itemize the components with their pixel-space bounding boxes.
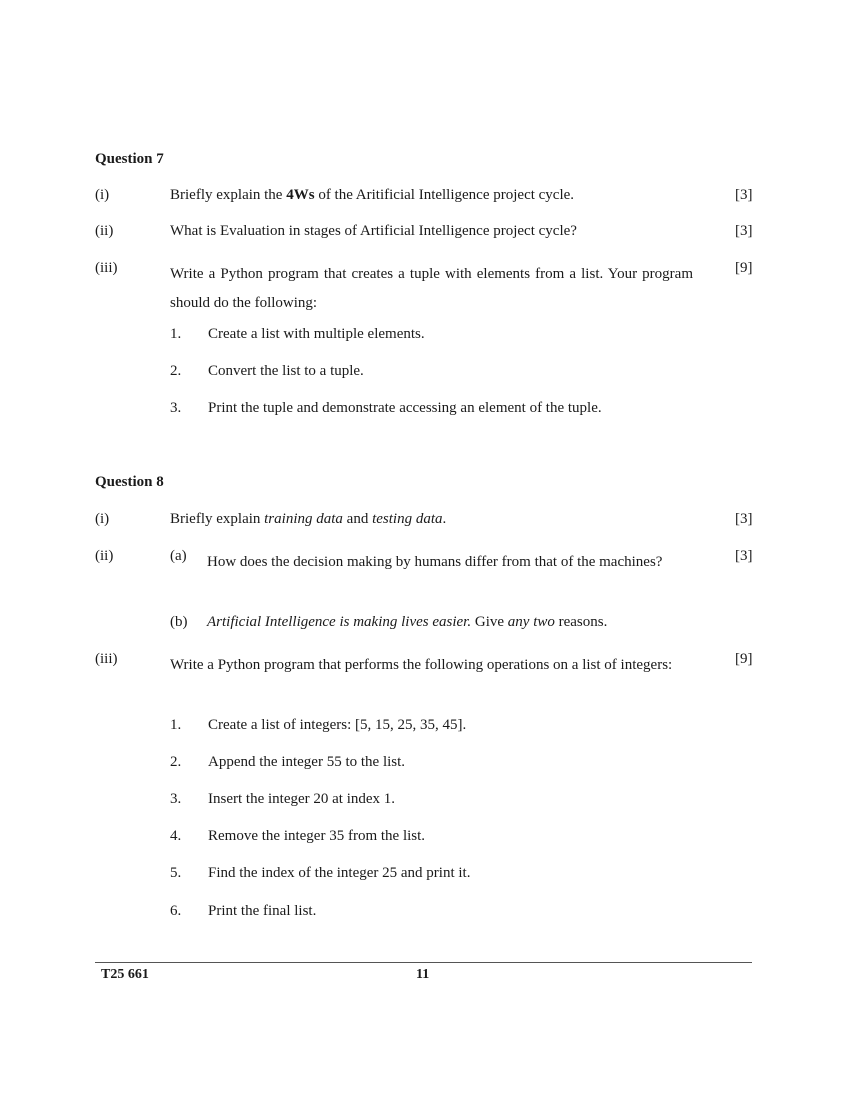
q8-i-number: (i)	[95, 511, 110, 527]
q8-i-text-mid: and	[342, 511, 373, 527]
q7-i-text-pre: Briefly explain the	[170, 187, 287, 203]
q8-i-text-em2: testing data	[372, 511, 443, 527]
page-number: 11	[416, 967, 430, 982]
q8-ii-b-text-mid: Give	[471, 614, 508, 630]
q7-ii-text: What is Evaluation in stages of Artificial Intelligence project cycle?	[170, 223, 577, 239]
q7-iii-item-3-number: 3.	[170, 400, 182, 416]
q8-ii-number: (ii)	[95, 548, 114, 564]
paper-code: T25 661	[101, 967, 149, 982]
q7-iii-item-1-text: Create a list with multiple elements.	[208, 326, 425, 342]
q8-ii-b-text-em2: any two	[507, 614, 555, 630]
q8-i-text-pre: Briefly explain	[170, 511, 265, 527]
q8-iii-item-3-number: 3.	[170, 791, 182, 807]
q8-iii-item-1-number: 1.	[170, 717, 182, 733]
q7-iii-marks: [9]	[735, 260, 753, 276]
q8-iii-item-1-text: Create a list of integers: [5, 15, 25, 35, 45].	[208, 717, 467, 733]
q7-iii-item-1-number: 1.	[170, 326, 182, 342]
q8-ii-marks: [3]	[735, 548, 753, 564]
q8-ii-b-label: (b)	[170, 614, 188, 630]
question-7-title: Question 7	[95, 151, 164, 167]
question-8-title: Question 8	[95, 474, 164, 490]
q7-iii-number: (iii)	[95, 260, 118, 276]
q7-iii-item-3-text: Print the tuple and demonstrate accessing an element of the tuple.	[208, 400, 602, 416]
q8-iii-item-2-number: 2.	[170, 754, 182, 770]
q8-ii-a-text: How does the decision making by humans differ from that of the machines?	[207, 554, 663, 570]
q8-ii-b-text-em: Artificial Intelligence is making lives easier.	[207, 614, 472, 630]
q8-i-text-post: .	[442, 511, 447, 527]
q7-iii-item-2-number: 2.	[170, 363, 182, 379]
q8-ii-b-text	[207, 614, 607, 631]
q8-iii-item-5-number: 5.	[170, 865, 182, 881]
q8-iii-item-6-text: Print the final list.	[208, 903, 317, 919]
q7-i-text-post: of the Aritificial Intelligence project cycle.	[314, 187, 575, 203]
q8-iii-item-5-text: Find the index of the integer 25 and print it.	[208, 865, 471, 881]
q8-i-text	[170, 511, 446, 528]
q7-ii-marks: [3]	[735, 223, 753, 239]
q8-iii-item-3-text: Insert the integer 20 at index 1.	[208, 791, 396, 807]
q8-iii-item-4-text: Remove the integer 35 from the list.	[208, 828, 426, 844]
q7-ii-number: (ii)	[95, 223, 114, 239]
q8-iii-text: Write a Python program that performs the following operations on a list of integers:	[170, 657, 673, 673]
q8-iii-item-6-number: 6.	[170, 903, 182, 919]
q7-iii-text: Write a Python program that creates a tuple with elements from a list. Your program should do the following:	[170, 266, 693, 311]
q8-iii-item-2-text: Append the integer 55 to the list.	[208, 754, 406, 770]
q8-i-marks: [3]	[735, 511, 753, 527]
q8-iii-item-4-number: 4.	[170, 828, 182, 844]
q7-i-text	[170, 187, 574, 204]
q8-i-text-em1: training data	[264, 511, 343, 527]
q7-iii-item-2-text: Convert the list to a tuple.	[208, 363, 364, 379]
q8-iii-number: (iii)	[95, 651, 118, 667]
footer-divider	[95, 962, 752, 963]
q7-i-text-bold: 4Ws	[286, 187, 315, 203]
q8-ii-b-text-post: reasons.	[554, 614, 608, 630]
q8-iii-marks: [9]	[735, 651, 753, 667]
q7-i-marks: [3]	[735, 187, 753, 203]
q8-ii-a-label: (a)	[170, 548, 187, 564]
q7-i-number: (i)	[95, 187, 110, 203]
